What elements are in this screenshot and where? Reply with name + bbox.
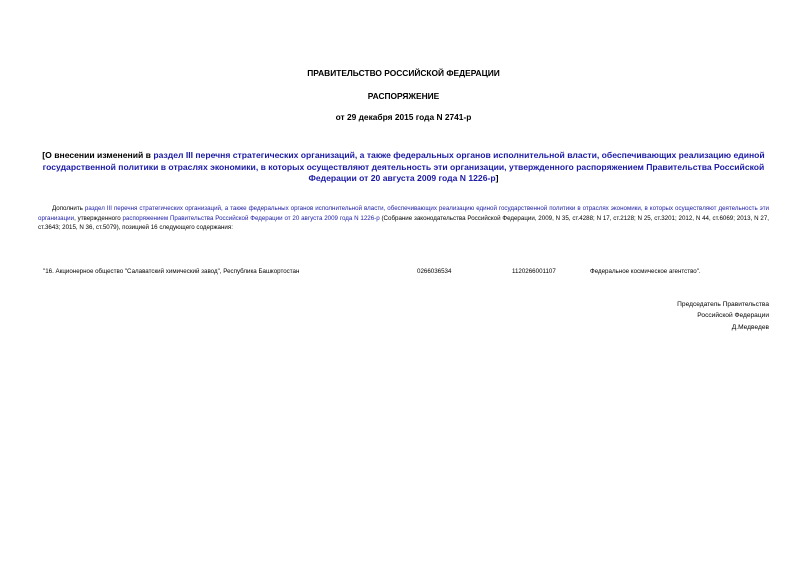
body-text-2: , утвержденного <box>74 214 123 222</box>
body-link-list-section[interactable]: раздел III перечня стратегических организаций, а также федеральных органов исполнительной власти, обеспечивающих реализацию единой государственной политики в отраслях экономики, в которых осуществляют деятельность эти организации <box>38 205 769 222</box>
title-link-list-section[interactable]: раздел III перечня стратегических организаций, а также федеральных органов исполнительной власти, обеспечивающих реализацию единой государственной политики в отраслях экономики, в которых осуществляют деятельность эти организации, утвержденного <box>42 150 765 172</box>
title-link-order-1226[interactable]: распоряжением Правительства Российской Федерации от 20 августа 2009 года N 1226-р <box>308 161 765 184</box>
document-type-heading: РАСПОРЯЖЕНИЕ <box>367 91 440 101</box>
signature-position: Председатель Правительства <box>677 301 769 308</box>
government-heading: ПРАВИТЕЛЬСТВО РОССИЙСКОЙ ФЕДЕРАЦИИ <box>307 68 500 78</box>
title-text-1: [О внесении изменений в <box>42 150 154 160</box>
body-link-order-1226[interactable]: распоряжением Правительства Российской Федерации от 20 августа 2009 года N 1226-р <box>122 214 380 222</box>
document-title <box>38 150 769 185</box>
entry-inn: 0266036534 <box>417 268 452 275</box>
title-text-3: ] <box>495 173 499 184</box>
signature-block <box>677 299 769 333</box>
document-date-number: от 29 декабря 2015 года N 2741-р <box>335 112 472 122</box>
entry-ogrn: 1120266001107 <box>512 268 556 275</box>
entry-agency: Федеральное космическое агентство". <box>590 268 701 275</box>
body-paragraph <box>38 204 769 233</box>
signature-country: Российской Федерации <box>697 312 769 320</box>
entry-organization-name: "16. Акционерное общество "Салаватский химический завод", Республика Башкортостан <box>43 268 300 275</box>
body-text-3: (Собрание законодательства Российской Федерации, 2009, N 35, ст.4288; N 17, ст.2128; N 25, ст.3201; 2012, N 44, ст.6069; 2013, N 27, ст.3643; 2015, N 36, ст.5079), позицией 16 следующего содержания: <box>38 214 769 232</box>
signature-name: Д.Медведев <box>731 323 769 331</box>
body-text-1: Дополнить <box>52 205 85 212</box>
